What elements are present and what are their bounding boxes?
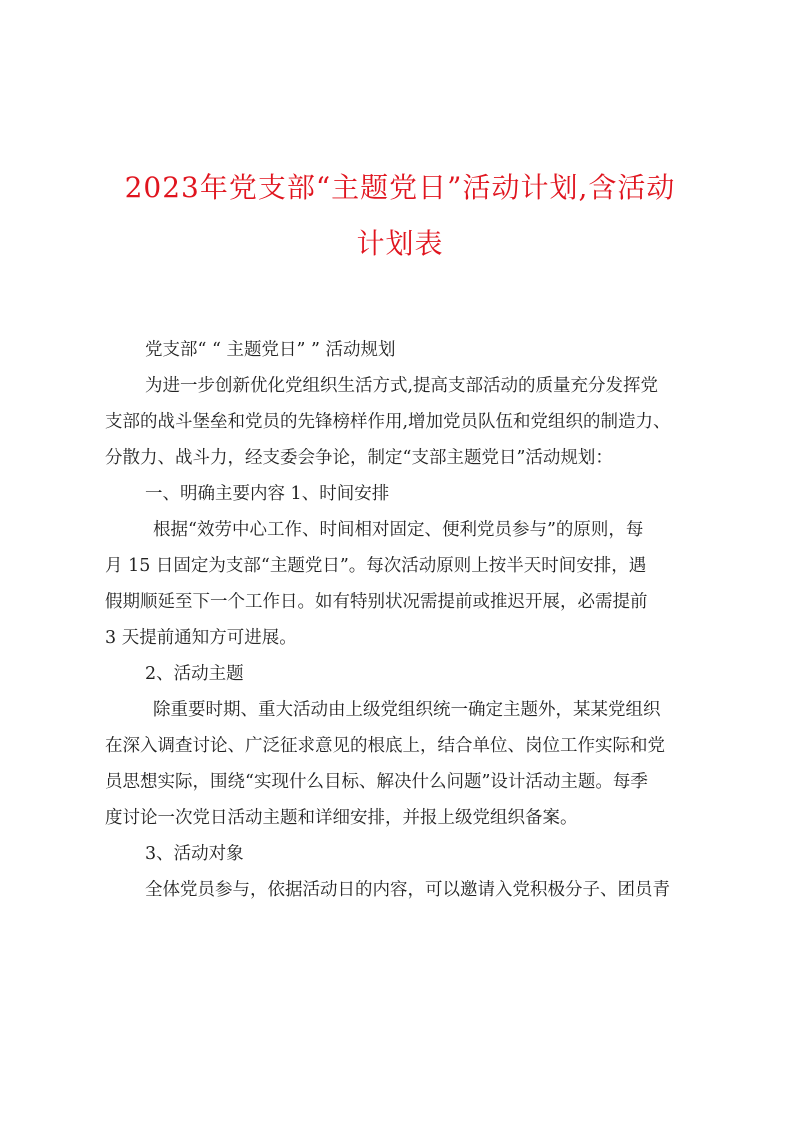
- title-line-1: 2023年党支部“主题党日”活动计划,含活动: [124, 171, 676, 204]
- section-heading: 一、明确主要内容 1、时间安排: [145, 484, 390, 504]
- text-line: 支部的战斗堡垒和党员的先锋榜样作用,增加党员队伍和党组织的制造力、: [105, 412, 671, 432]
- text-line: 全体党员参与，依据活动日的内容，可以邀请入党积极分子、团员青: [145, 880, 670, 900]
- section-heading: 3、活动对象: [145, 844, 244, 864]
- section-heading: 2、活动主题: [145, 664, 244, 684]
- text-line: 度讨论一次党日活动主题和详细安排，并报上级党组织备案。: [105, 808, 578, 828]
- text-line: 分散力、战斗力，经支委会争论，制定“支部主题党日”活动规划：: [105, 448, 613, 468]
- text-line: 月 15 日固定为支部“主题党日”。每次活动原则上按半天时间安排，遇: [105, 556, 647, 576]
- text-line: 3 天提前通知方可进展。: [105, 628, 297, 648]
- text-line: 在深入调查讨论、广泛征求意见的根底上，结合单位、岗位工作实际和党: [105, 736, 665, 756]
- text-line: 除重要时期、重大活动由上级党组织统一确定主题外，某某党组织: [153, 700, 661, 720]
- text-line: 为进一步创新优化党组织生活方式,提高支部活动的质量充分发挥党: [145, 376, 659, 396]
- title-line-2: 计划表: [356, 227, 444, 260]
- document-body: [105, 332, 715, 908]
- text-line: 党支部“ “ 主题党日” ” 活动规划: [145, 340, 396, 360]
- document-title: [90, 160, 710, 272]
- text-line: 根据“效劳中心工作、时间相对固定、便利党员参与”的原则，每: [153, 520, 644, 540]
- text-line: 员思想实际，围绕“实现什么目标、解决什么问题”设计活动主题。每季: [105, 772, 648, 792]
- text-line: 假期顺延至下一个工作日。如有特别状况需提前或推迟开展，必需提前: [105, 592, 648, 612]
